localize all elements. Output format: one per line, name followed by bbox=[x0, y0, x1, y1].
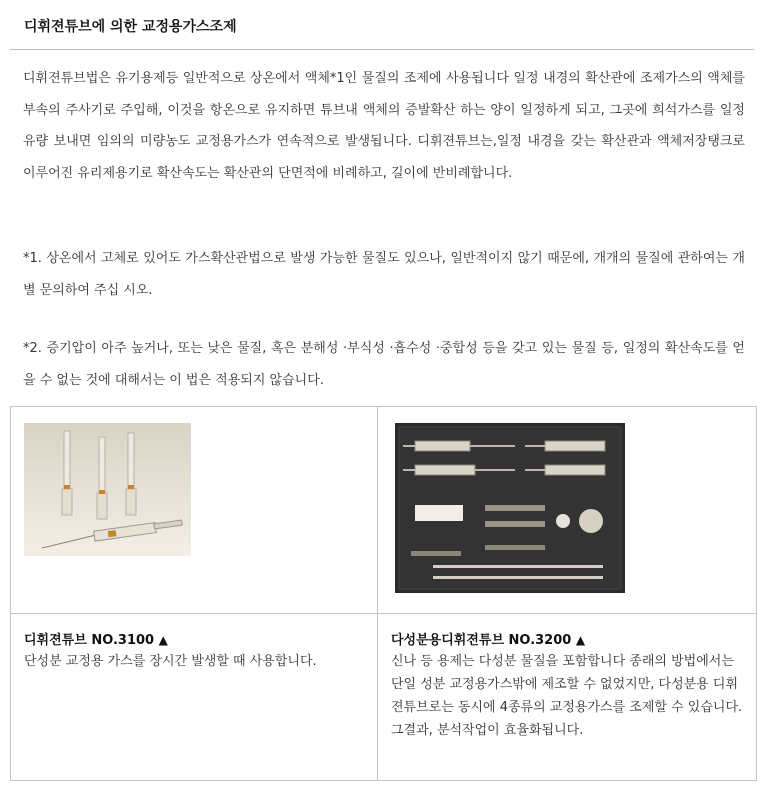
product-3200-description: 신나 등 용제는 다성분 물질을 포함합니다 종래의 방법에서는 단일 성분 교정용가스밖에 제조할 수 없었지만, 다성분용 디휘젼튜브로는 동시에 4종류의 교정용가스를 조제할 수 있습니다. 그결과, 분석작업이 효율화됩니다. bbox=[391, 654, 743, 738]
product-3200-photo bbox=[395, 423, 625, 593]
product-3200-title: 다성분용디휘젼튜브 NO.3200 ▲ bbox=[391, 633, 586, 648]
product-table bbox=[10, 406, 757, 781]
intro-paragraph: 디휘젼튜브법은 유기용제등 일반적으로 상온에서 액체*1인 물질의 조제에 사용됩니다 일정 내경의 확산관에 조제가스의 액체를 부속의 주사기로 주입해, 이것을 항온으로 유지하면 튜브내 액체의 증발확산 하는 양이 일정하게 되고, 그곳에 희석가스를 일정유량 보내면 임의의 미량농도 교정용가스가 연속적으로 발생됩니다. 디휘젼튜브는,일정 내경을 갖는 확산관과 액체저장탱크로 이루어진 유리제용기로 확산속도는 확산관의 단면적에 비례하고, 길이에 반비례합니다. bbox=[23, 71, 745, 181]
triangle-icon: ▲ bbox=[575, 633, 586, 647]
product-3100-title: 디휘젼튜브 NO.3100 ▲ bbox=[24, 633, 168, 648]
row-divider bbox=[11, 613, 756, 614]
product-3100-description: 단성분 교정용 가스를 장시간 발생할 때 사용합니다. bbox=[24, 654, 317, 669]
triangle-icon: ▲ bbox=[158, 633, 168, 647]
product-3100-photo bbox=[24, 423, 191, 556]
column-divider bbox=[377, 407, 378, 780]
page-title: 디휘젼튜브에 의한 교정용가스조제 bbox=[24, 19, 237, 35]
footnote-1: *1. 상온에서 고체로 있어도 가스확산관법으로 발생 가능한 물질도 있으나, 일반적이지 않기 때문에, 개개의 물질에 관하여는 개별 문의하여 주십 시오. bbox=[23, 251, 745, 298]
title-divider bbox=[10, 49, 754, 50]
footnote-2: *2. 증기압이 아주 높거나, 또는 낮은 물질, 혹은 분해성 ·부식성 ·흡수성 ·중합성 등을 갖고 있는 물질 등, 일정의 확산속도를 얻을 수 없는 것에 대해서는 이 법은 적용되지 않습니다. bbox=[23, 341, 745, 388]
